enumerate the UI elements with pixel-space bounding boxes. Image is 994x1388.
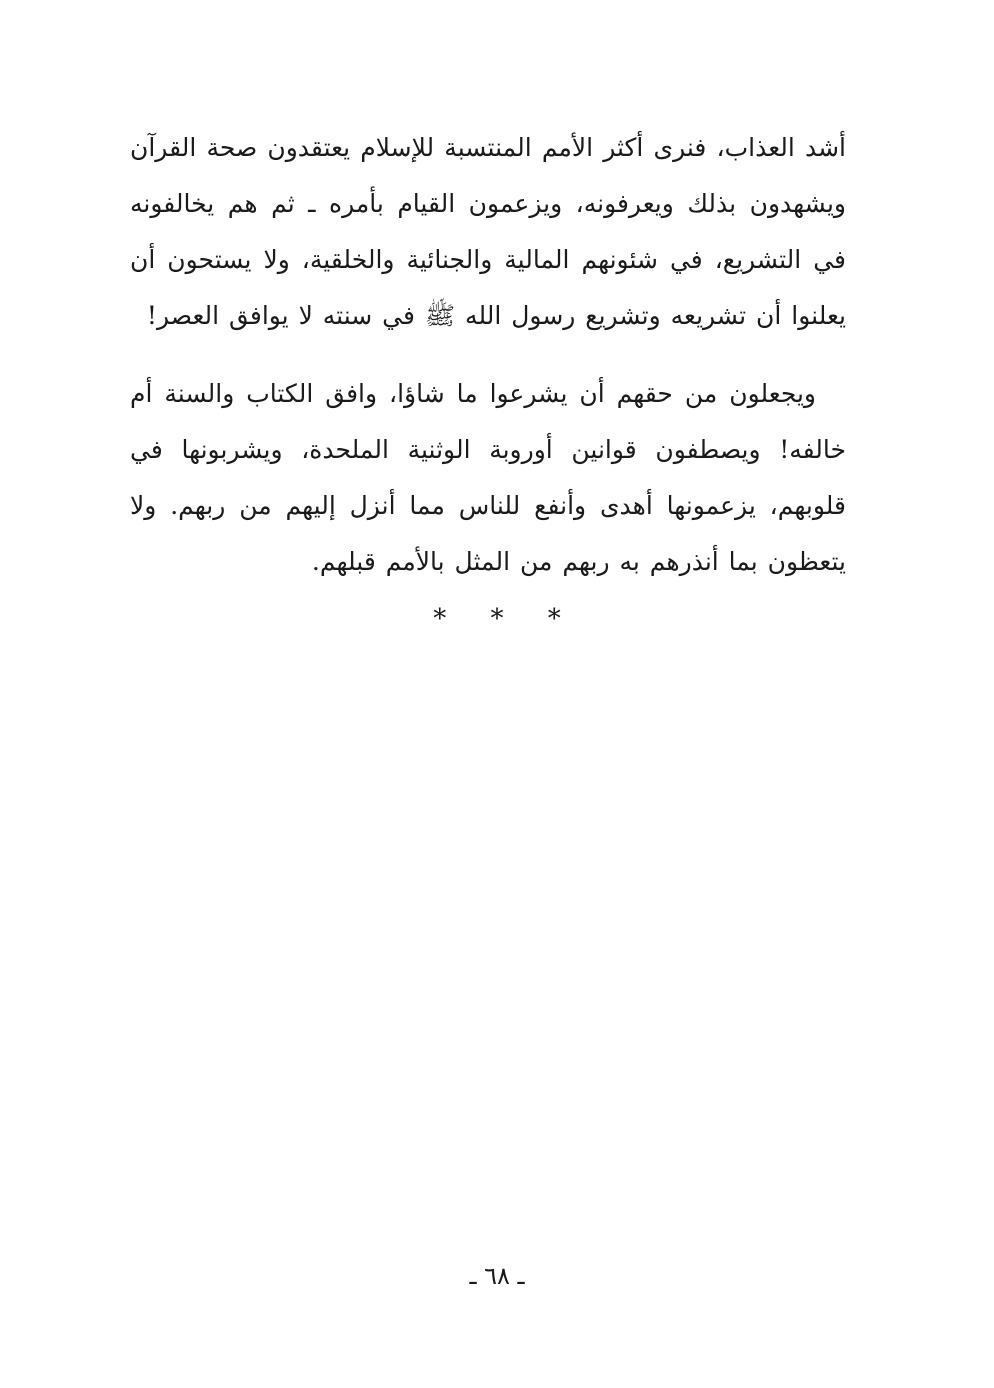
page-number: ـ ٦٨ ـ xyxy=(469,1262,525,1290)
paragraph-2: ويجعلون من حقهم أن يشرعوا ما شاؤا، وافق الكتاب والسنة أم خالفه! ويصطفون قوانين أوروبة الوثنية الملحدة، ويشربونها في قلوبهم، يزعمونها أهدى وأنفع للناس مما أنزل إليهم من ربهم. ولا يتعظون بما أنذرهم به ربهم من المثل بالأمم قبلهم. xyxy=(130,379,846,576)
section-separator xyxy=(0,604,994,634)
paragraph-1: أشد العذاب، فنرى أكثر الأمم المنتسبة للإسلام يعتقدون صحة القرآن ويشهدون بذلك ويعرفونه، ويزعمون القيام بأمره ـ ثم هم يخالفونه في التشريع، في شئونهم المالية والجنائية والخلقية، ولا يستحون أن يعلنوا أن تشريعه وتشريع رسول الله ﷺ في سنته لا يوافق العصر! xyxy=(130,133,846,330)
asterisk-icon: * xyxy=(433,604,447,634)
asterisk-icon: * xyxy=(547,604,561,634)
asterisk-icon: * xyxy=(490,604,504,634)
body-text xyxy=(130,120,846,590)
